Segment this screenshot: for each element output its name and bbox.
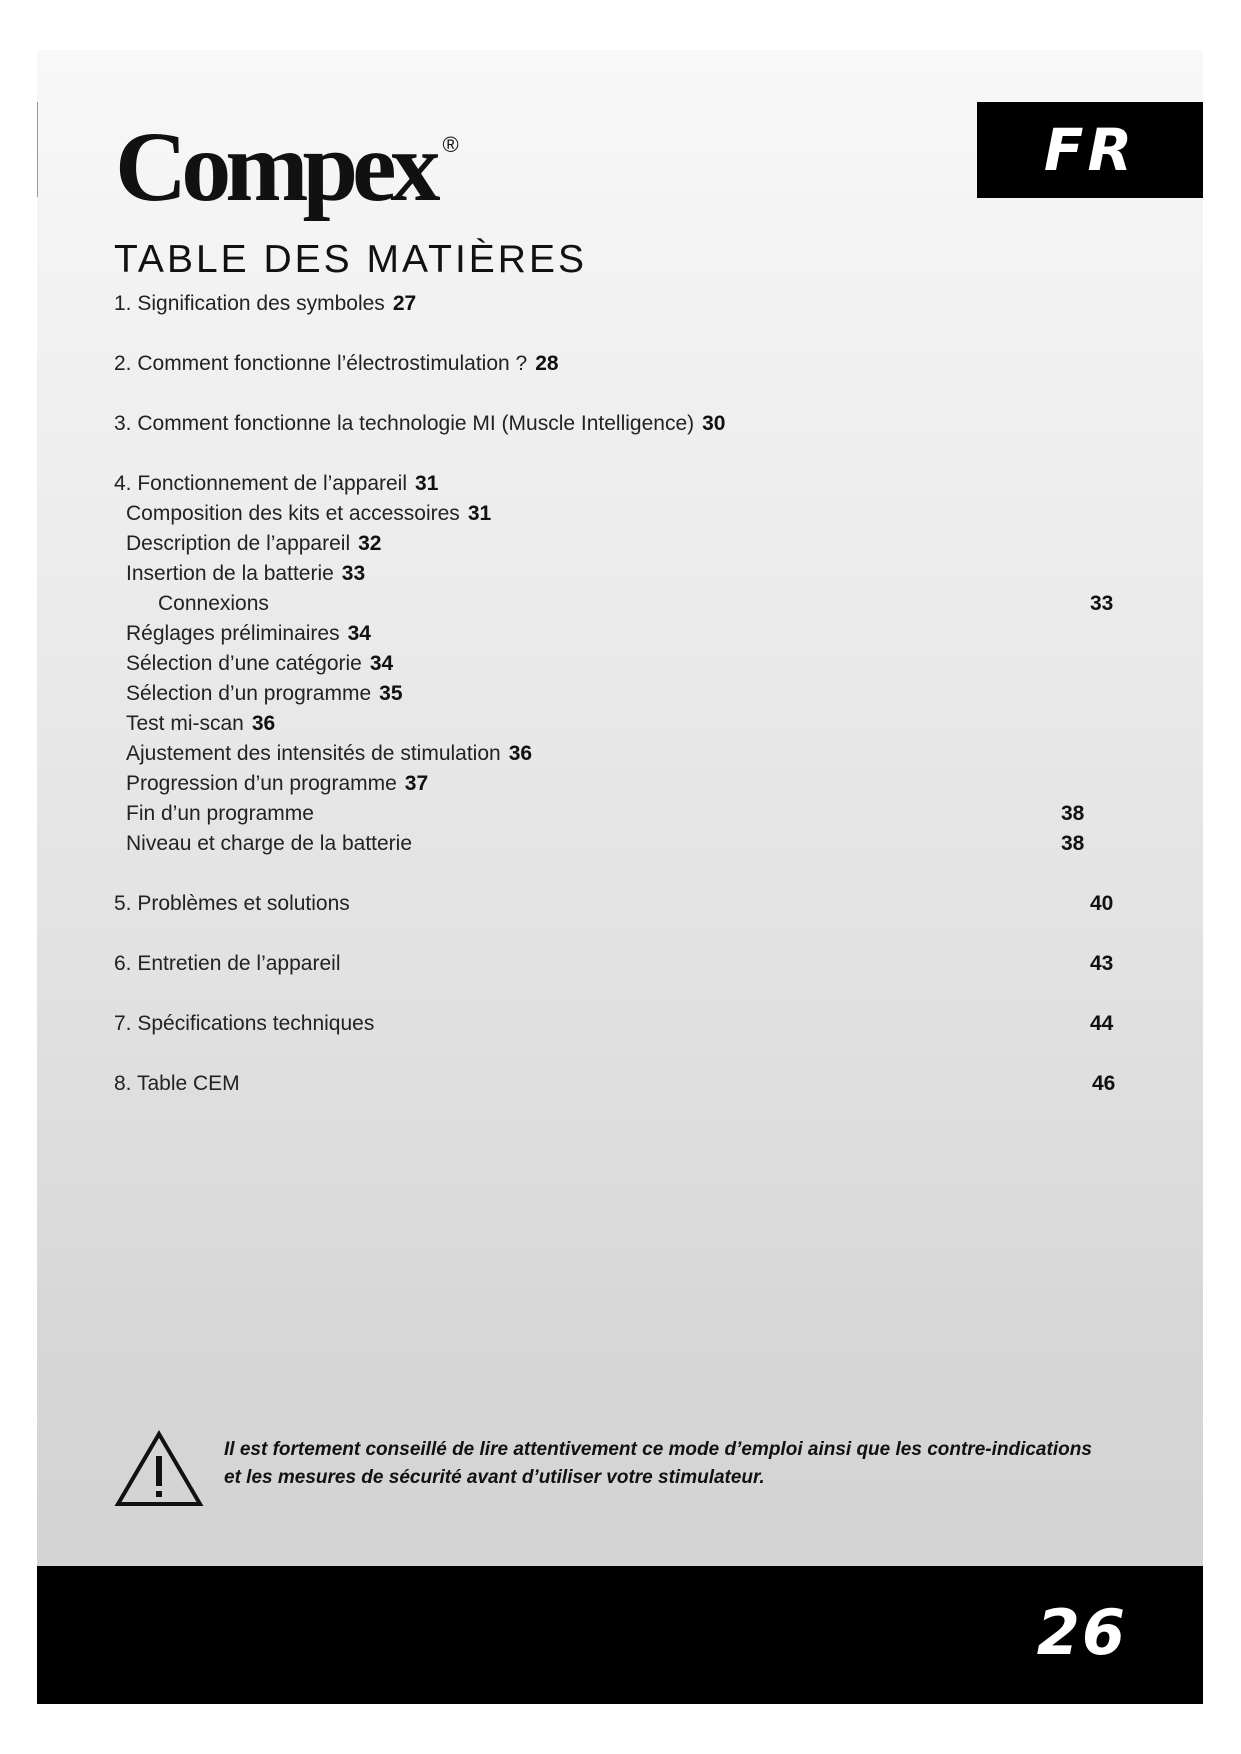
toc-entry-page: 36 [251,712,276,735]
toc-entry-label: 6. Entretien de l’appareil [114,952,341,975]
toc-subentry-batterie[interactable] [126,562,365,586]
toc-entry-label: Niveau et charge de la batterie [126,832,413,855]
toc-entry-5[interactable] [114,892,350,916]
toc-entry-page-right: 46 [1092,1072,1116,1095]
toc-subentry-progression[interactable] [126,772,428,796]
toc-subentry-kits[interactable] [126,502,491,526]
toc-subentry-intensites[interactable] [126,742,532,766]
toc-entry-page: 30 [702,412,726,435]
language-badge-label: FR [1043,116,1137,184]
toc-entry-page: 33 [341,562,366,585]
safety-warning [114,1430,1114,1520]
toc-entry-page-right: 33 [1090,592,1114,615]
warning-line-2: et les mesures de sécurité avant d’utiliser votre stimulateur. [224,1467,765,1488]
toc-entry-4[interactable] [114,472,438,496]
document-page [37,50,1203,1704]
toc-subentry-fin[interactable] [126,802,314,826]
toc-entry-8[interactable] [114,1072,240,1096]
toc-entry-label: Sélection d’un programme [126,682,372,705]
toc-entry-label: Insertion de la batterie [126,562,334,585]
table-of-contents [114,50,1164,1250]
toc-entry-label: 7. Spécifications techniques [114,1012,375,1035]
toc-entry-label: 3. Comment fonctionne la technologie MI (Muscle Intelligence) [114,412,695,435]
toc-entry-label: Réglages préliminaires [126,622,340,645]
toc-entry-page: 37 [404,772,429,795]
registered-mark: ® [442,132,459,157]
toc-entry-page-right: 38 [1061,802,1085,825]
toc-entry-label: 2. Comment fonctionne l’électrostimulation ? [114,352,528,375]
toc-entry-label: 8. Table CEM [114,1072,240,1095]
warning-text [224,1436,1124,1492]
toc-entry-page: 34 [369,652,394,675]
toc-entry-page: 35 [379,682,403,705]
toc-entry-page: 31 [467,502,492,525]
warning-triangle-icon [114,1430,204,1510]
toc-entry-label: Connexions [158,592,269,615]
toc-subentry-niveau[interactable] [126,832,412,856]
toc-subentry-reglages[interactable] [126,622,371,646]
toc-entry-label: 5. Problèmes et solutions [114,892,350,915]
toc-title: TABLE DES MATIÈRES [114,238,587,281]
toc-entry-label: Ajustement des intensités de stimulation [126,742,501,765]
toc-entry-1[interactable] [114,292,416,316]
toc-entry-label: Test mi-scan [126,712,244,735]
toc-entry-label: Composition des kits et accessoires [126,502,460,525]
toc-entry-label: Fin d’un programme [126,802,314,825]
toc-entry-label: 4. Fonctionnement de l’appareil [114,472,408,495]
toc-entry-page-right: 44 [1090,1012,1114,1035]
toc-entry-label: Progression d’un programme [126,772,397,795]
toc-entry-7[interactable] [114,1012,374,1036]
footer-bar [37,1566,1203,1704]
toc-entry-6[interactable] [114,952,340,976]
page-number: 26 [1036,1596,1127,1669]
toc-entry-page: 27 [392,292,417,315]
toc-subentry-connexions[interactable] [158,592,269,616]
toc-subentry-programme[interactable] [126,682,403,706]
warning-line-1: Il est fortement conseillé de lire attentivement ce mode d’emploi ainsi que les contre-indications [224,1439,1092,1460]
toc-subentry-description[interactable] [126,532,381,556]
toc-entry-page: 32 [358,532,382,555]
toc-entry-page: 34 [347,622,371,645]
toc-entry-label: Sélection d’une catégorie [126,652,362,675]
toc-entry-label: Description de l’appareil [126,532,351,555]
toc-entry-page: 28 [535,352,559,375]
toc-entry-page-right: 40 [1090,892,1114,915]
toc-subentry-miscan[interactable] [126,712,275,736]
toc-entry-page: 36 [508,742,533,765]
toc-entry-page-right: 43 [1090,952,1114,975]
toc-subentry-categorie[interactable] [126,652,393,676]
toc-entry-3[interactable] [114,412,725,436]
logo-text: Compex [115,111,435,222]
toc-entry-page: 31 [415,472,439,495]
toc-entry-2[interactable] [114,352,559,376]
page-edge-line [37,102,38,197]
toc-entry-page-right: 38 [1061,832,1085,855]
toc-entry-label: 1. Signification des symboles [114,292,385,315]
